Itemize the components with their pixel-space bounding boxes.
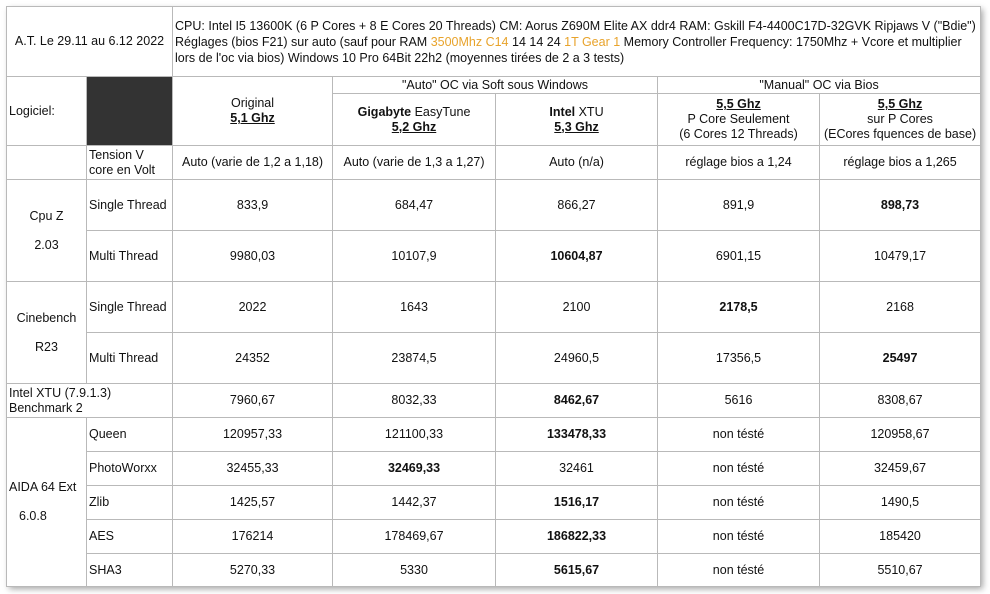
benchmark-sheet — [6, 6, 980, 586]
aida-aes-pcore: non tésté — [658, 520, 820, 554]
cpuz-multi-xtu: 10604,87 — [496, 231, 658, 282]
aida-aes-original: 176214 — [173, 520, 333, 554]
aida-photoworxx-allcore: 32459,67 — [820, 452, 981, 486]
xtu-bench-xtu: 8462,67 — [496, 384, 658, 418]
aida-photoworxx-xtu: 32461 — [496, 452, 658, 486]
cpuz-multi-pcore: 6901,15 — [658, 231, 820, 282]
dark-header-cell — [87, 77, 173, 146]
aida-queen-allcore: 120958,67 — [820, 418, 981, 452]
col-easytune-header — [333, 94, 496, 146]
aida-sha3-easytune: 5330 — [333, 554, 496, 587]
aida-name: AIDA 64 Ext — [9, 480, 77, 494]
cpuz-single-pcore: 891,9 — [658, 180, 820, 231]
aida-photoworxx-pcore: non tésté — [658, 452, 820, 486]
cinebench-multi-original: 24352 — [173, 333, 333, 384]
aida-zlib-easytune: 1442,37 — [333, 486, 496, 520]
cpuz-single-label: Single Thread — [87, 180, 173, 231]
aida-aes-easytune: 178469,67 — [333, 520, 496, 554]
aida-aes-xtu: 186822,33 — [496, 520, 658, 554]
aida-aes-allcore: 185420 — [820, 520, 981, 554]
voltage-allcore: réglage bios a 1,265 — [820, 146, 981, 180]
spec-timings: 14 14 24 — [508, 34, 565, 49]
aida-sha3-xtu: 5615,67 — [496, 554, 658, 587]
date-range-cell: A.T. Le 29.11 au 6.12 2022 — [7, 7, 173, 77]
cinebench-single-original: 2022 — [173, 282, 333, 333]
cinebench-multi-allcore: 25497 — [820, 333, 981, 384]
benchmark-table — [6, 6, 981, 587]
voltage-xtu: Auto (n/a) — [496, 146, 658, 180]
col-allcore-freq: 5,5 Ghz — [877, 97, 923, 111]
aida-zlib-label: Zlib — [87, 486, 173, 520]
cpuz-multi-label: Multi Thread — [87, 231, 173, 282]
cinebench-single-easytune: 1643 — [333, 282, 496, 333]
voltage-original: Auto (varie de 1,2 a 1,18) — [173, 146, 333, 180]
aida-photoworxx-label: PhotoWorxx — [87, 452, 173, 486]
logiciel-label: Logiciel: — [7, 77, 87, 146]
cinebench-name: Cinebench — [16, 310, 77, 325]
aida-queen-xtu: 133478,33 — [496, 418, 658, 452]
col-original-header — [173, 77, 333, 146]
auto-oc-group: "Auto" OC via Soft sous Windows — [333, 77, 658, 94]
aida-queen-pcore: non tésté — [658, 418, 820, 452]
spec-ram-speed: 3500Mhz C14 — [430, 34, 509, 49]
aida-version: 6.0.8 — [19, 509, 47, 523]
col-pcore-threads: (6 Cores 12 Threads) — [679, 127, 798, 141]
voltage-easytune: Auto (varie de 1,3 a 1,27) — [333, 146, 496, 180]
aida-sha3-label: SHA3 — [87, 554, 173, 587]
aida-zlib-xtu: 1516,17 — [496, 486, 658, 520]
col-easytune-tool: EasyTune — [411, 104, 471, 119]
col-xtu-tool: XTU — [575, 104, 604, 119]
col-xtu-brand: Intel — [549, 104, 576, 119]
col-xtu-header — [496, 94, 658, 146]
cpuz-single-easytune: 684,47 — [333, 180, 496, 231]
col-xtu-name — [498, 105, 655, 120]
col-allcore-header — [820, 94, 981, 146]
cpuz-single-original: 833,9 — [173, 180, 333, 231]
aida-queen-original: 120957,33 — [173, 418, 333, 452]
cinebench-version: R23 — [35, 339, 58, 354]
xtu-bench-easytune: 8032,33 — [333, 384, 496, 418]
xtu-bench-name: Intel XTU (7.9.1.3) — [9, 385, 112, 400]
aida-photoworxx-easytune: 32469,33 — [333, 452, 496, 486]
voltage-pcore: réglage bios a 1,24 — [658, 146, 820, 180]
cinebench-single-xtu: 2100 — [496, 282, 658, 333]
col-xtu-freq: 5,3 Ghz — [554, 119, 599, 134]
cinebench-single-pcore: 2178,5 — [658, 282, 820, 333]
cpuz-multi-original: 9980,03 — [173, 231, 333, 282]
manual-oc-group: "Manual" OC via Bios — [658, 77, 981, 94]
cinebench-multi-pcore: 17356,5 — [658, 333, 820, 384]
spec-description — [173, 7, 981, 77]
col-easytune-name — [335, 105, 493, 120]
xtu-bench-pcore: 5616 — [658, 384, 820, 418]
cinebench-name-cell — [7, 282, 87, 384]
col-pcore-freq: 5,5 Ghz — [716, 97, 761, 111]
cpuz-multi-easytune: 10107,9 — [333, 231, 496, 282]
cpuz-version: 2.03 — [34, 237, 59, 252]
spec-text-2: Memory Controller Frequency: 1750Mhz + Vcore et multiplier lors de l'oc via bios) Windows 10 Pro 64Bit 22h2 (moyennes tirées de 2 a 3 tests) — [175, 34, 962, 65]
col-pcore-header — [658, 94, 820, 146]
voltage-row-blank — [7, 146, 87, 180]
aida-photoworxx-original: 32455,33 — [173, 452, 333, 486]
cpuz-single-allcore: 898,73 — [820, 180, 981, 231]
cinebench-multi-easytune: 23874,5 — [333, 333, 496, 384]
xtu-bench-original: 7960,67 — [173, 384, 333, 418]
aida-sha3-pcore: non tésté — [658, 554, 820, 587]
tension-label: Tension V core en Volt — [87, 146, 173, 180]
col-allcore-desc: sur P Cores — [867, 112, 933, 126]
cpuz-name-cell — [7, 180, 87, 282]
cpuz-name: Cpu Z — [29, 208, 64, 223]
col-allcore-ecores: (ECores fquences de base) — [823, 127, 977, 141]
cinebench-multi-label: Multi Thread — [87, 333, 173, 384]
aida-queen-easytune: 121100,33 — [333, 418, 496, 452]
aida-queen-label: Queen — [87, 418, 173, 452]
col-easytune-brand: Gigabyte — [357, 104, 412, 119]
cinebench-single-allcore: 2168 — [820, 282, 981, 333]
aida-sha3-original: 5270,33 — [173, 554, 333, 587]
aida-zlib-original: 1425,57 — [173, 486, 333, 520]
col-original-name: Original — [230, 96, 275, 110]
aida-sha3-allcore: 5510,67 — [820, 554, 981, 587]
xtu-bench-allcore: 8308,67 — [820, 384, 981, 418]
spec-gear: 1T Gear 1 — [564, 34, 621, 49]
xtu-bench-name-cell — [7, 384, 173, 418]
aida-name-cell — [7, 418, 87, 587]
spec-text-1: CPU: Intel I5 13600K (6 P Cores + 8 E Cores 20 Threads) CM: Aorus Z690M Elite AX ddr4 RAM: Gskill F4-4400C17D-32GVK Ripjaws V ("Bdie") Réglages (bios F21) sur auto (sauf pour RAM — [175, 18, 976, 49]
aida-zlib-allcore: 1490,5 — [820, 486, 981, 520]
cpuz-single-xtu: 866,27 — [496, 180, 658, 231]
xtu-bench-version: Benchmark 2 — [9, 400, 83, 415]
aida-zlib-pcore: non tésté — [658, 486, 820, 520]
cpuz-multi-allcore: 10479,17 — [820, 231, 981, 282]
col-pcore-desc: P Core Seulement — [687, 112, 790, 126]
col-original-freq: 5,1 Ghz — [230, 111, 275, 125]
cinebench-single-label: Single Thread — [87, 282, 173, 333]
cinebench-multi-xtu: 24960,5 — [496, 333, 658, 384]
aida-aes-label: AES — [87, 520, 173, 554]
col-easytune-freq: 5,2 Ghz — [391, 119, 437, 134]
